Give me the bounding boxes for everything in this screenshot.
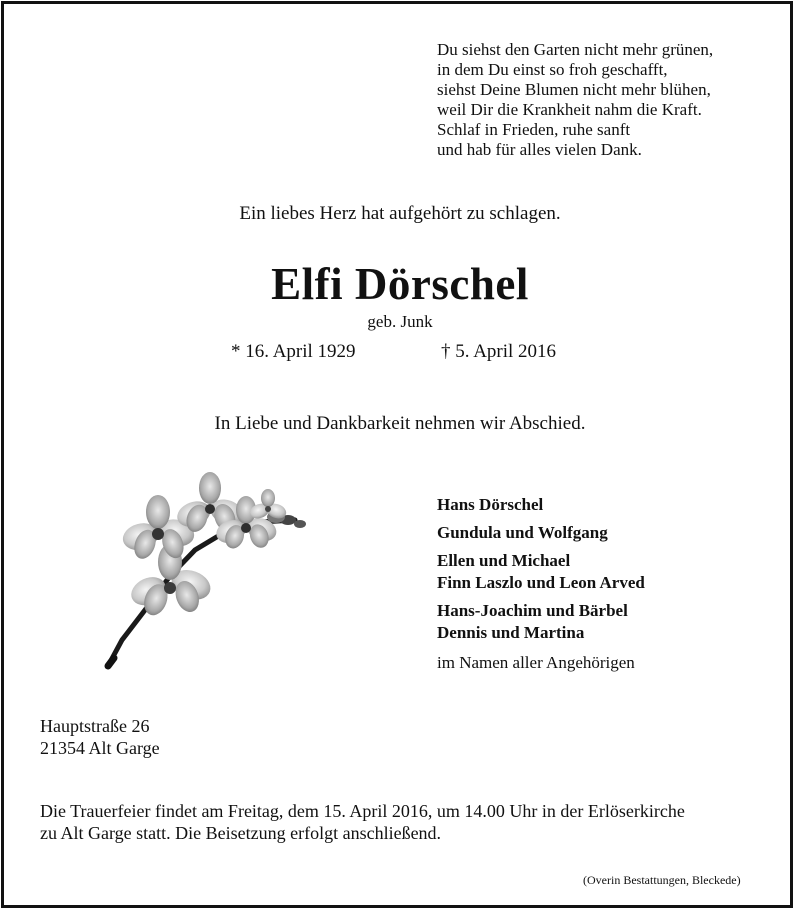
service-line: zu Alt Garge statt. Die Beisetzung erfolgt anschließend. [40, 823, 442, 843]
poem-line: weil Dir die Krankheit nahm die Kraft. [437, 100, 702, 119]
mourners-closing: im Namen aller Angehörigen [437, 653, 635, 672]
deceased-name: Elfi Dörschel [271, 259, 529, 309]
address [40, 715, 160, 759]
mourner-name: Ellen und Michael [437, 551, 571, 570]
intro-text: Ein liebes Herz hat aufgehört zu schlagen. [239, 203, 561, 224]
maiden-name: geb. Junk [367, 312, 433, 331]
address-city: 21354 Alt Garge [40, 738, 160, 758]
farewell-text: In Liebe und Dankbarkeit nehmen wir Abschied. [214, 413, 586, 434]
poem-line: in dem Du einst so froh geschafft, [437, 60, 668, 79]
funeral-home-credit: (Overin Bestattungen, Bleckede) [583, 873, 741, 887]
poem-line: siehst Deine Blumen nicht mehr blühen, [437, 80, 711, 99]
poem-line: Schlaf in Frieden, ruhe sanft [437, 120, 631, 139]
mourner-name: Hans Dörschel [437, 495, 544, 514]
service-line: Die Trauerfeier findet am Freitag, dem 15. April 2016, um 14.00 Uhr in der Erlöserkirche [40, 801, 685, 821]
poem-line: und hab für alles vielen Dank. [437, 140, 642, 159]
address-street: Hauptstraße 26 [40, 716, 150, 736]
poem-line: Du siehst den Garten nicht mehr grünen, [437, 40, 714, 59]
mourners-list [437, 494, 645, 674]
mourner-name: Dennis und Martina [437, 623, 585, 642]
death-date: † 5. April 2016 [441, 341, 557, 362]
mourner-name: Hans-Joachim und Bärbel [437, 601, 628, 620]
mourner-name: Finn Laszlo und Leon Arved [437, 573, 645, 592]
orchid-image [100, 470, 320, 680]
mourner-name: Gundula und Wolfgang [437, 523, 608, 542]
poem [437, 40, 713, 160]
service-info [40, 800, 685, 844]
birth-date: * 16. April 1929 [231, 341, 356, 362]
